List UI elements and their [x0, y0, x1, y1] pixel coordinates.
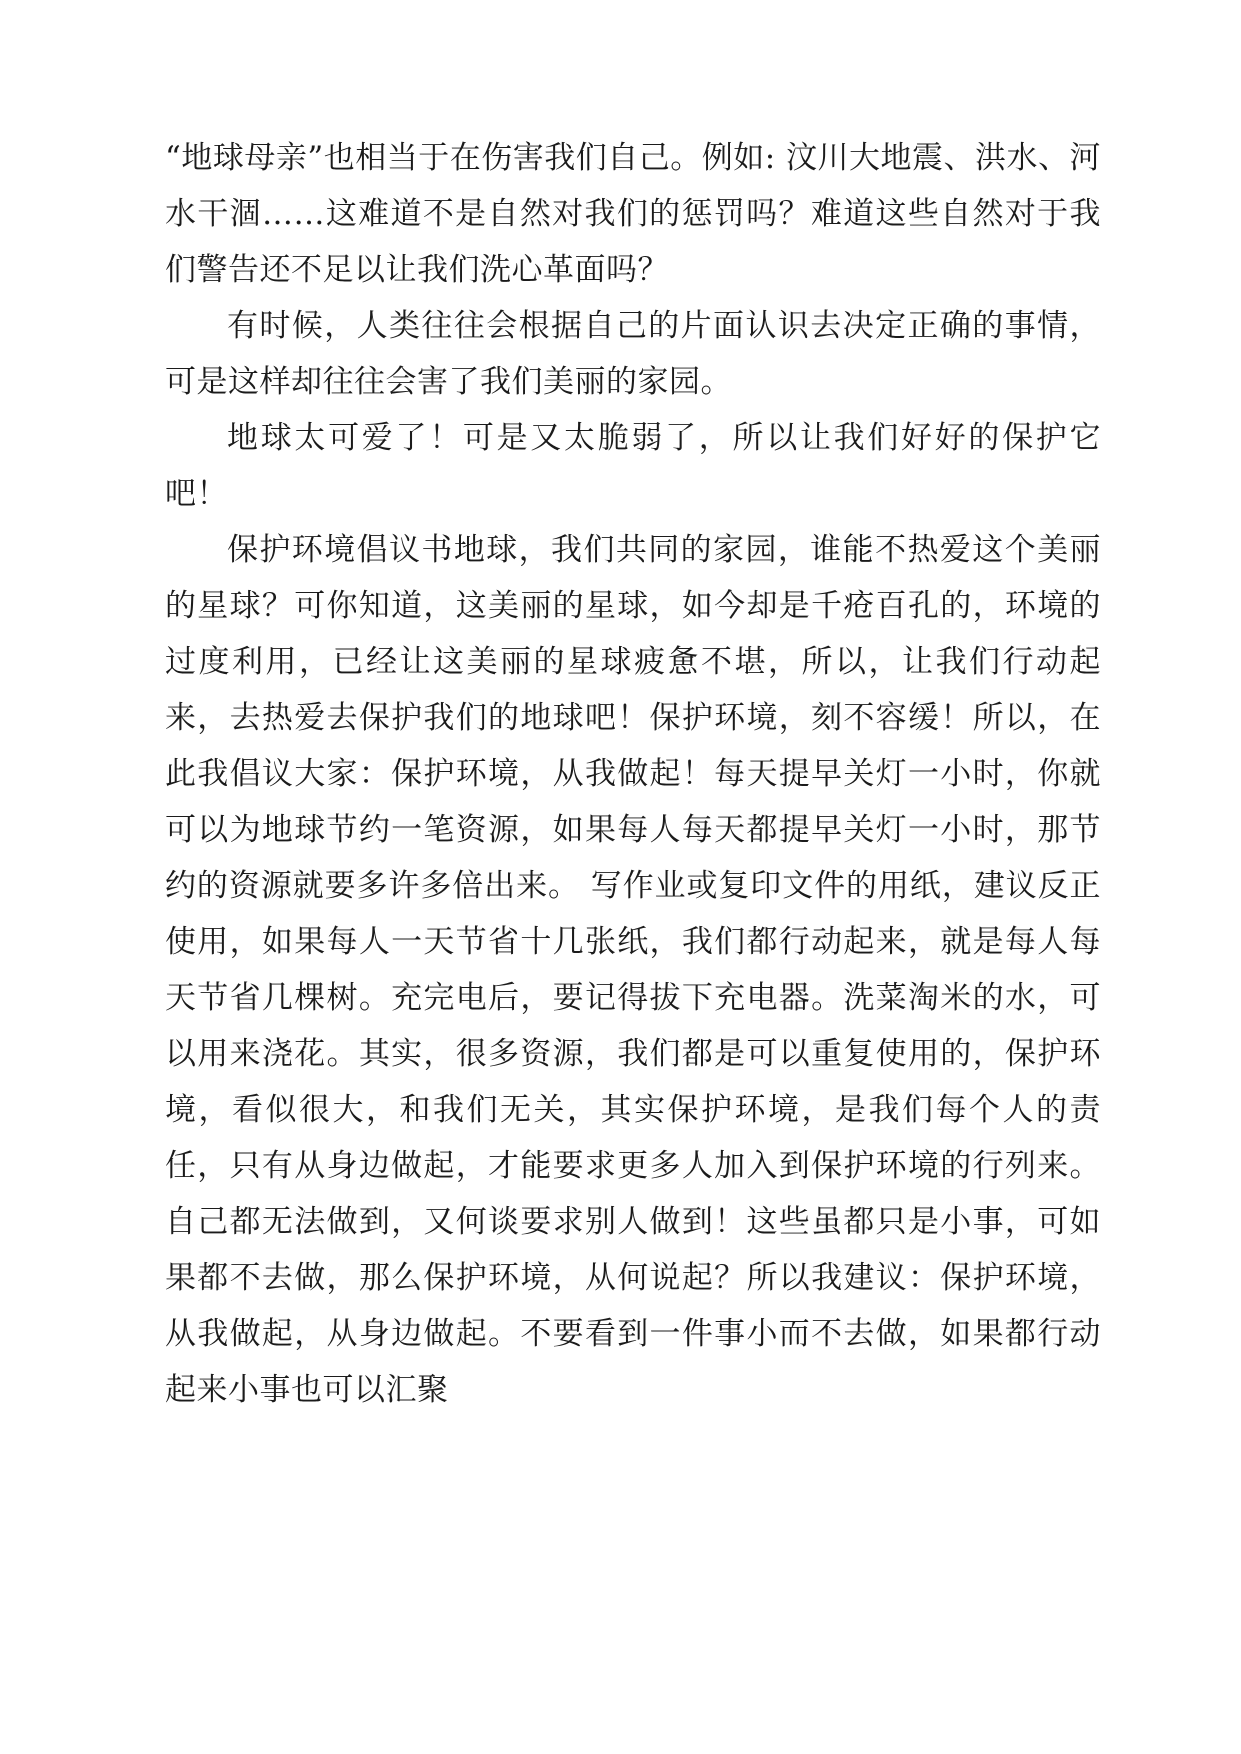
paragraph: 有时候，人类往往会根据自己的片面认识去决定正确的事情，可是这样却往往会害了我们美丽的家园。 [165, 308, 1101, 400]
paragraph: 保护环境倡议书地球，我们共同的家园，谁能不热爱这个美丽的星球？可你知道，这美丽的星球，如今却是千疮百孔的，环境的过度利用，已经让这美丽的星球疲惫不堪，所以，让我们行动起来，去热爱去保护我们的地球吧！保护环境，刻不容缓！所以，在此我倡议大家：保护环境，从我做起！每天提早关灯一小时，你就可以为地球节约一笔资源，如果每人每天都提早关灯一小时，那节约的资源就要多许多倍出来。 写作业或复印文件的用纸，建议反正使用，如果每人一天节省十几张纸，我们都行动起来，就是每人每天节省几棵树。充完电后，要记得拔下充电器。洗菜淘米的水，可以用来浇花。其实，很多资源，我们都是可以重复使用的，保护环境，看似很大，和我们无关，其实保护环境，是我们每个人的责任，只有从身边做起，才能要求更多人加入到保护环境的行列来。自己都无法做到，又何谈要求别人做到！这些虽都只是小事，可如果都不去做，那么保护环境，从何说起？所以我建议：保护环境，从我做起，从身边做起。不要看到一件事小而不去做，如果都行动起来小事也可以汇聚 [165, 532, 1101, 1408]
paragraph: 地球太可爱了！可是又太脆弱了，所以让我们好好的保护它吧！ [165, 420, 1101, 512]
paragraph: “地球母亲”也相当于在伤害我们自己。例如: 汶川大地震、洪水、河水干涸……这难道不是自然对我们的惩罚吗？难道这些自然对于我们警告还不足以让我们洗心革面吗？ [165, 140, 1101, 288]
document-body [165, 130, 1101, 1418]
